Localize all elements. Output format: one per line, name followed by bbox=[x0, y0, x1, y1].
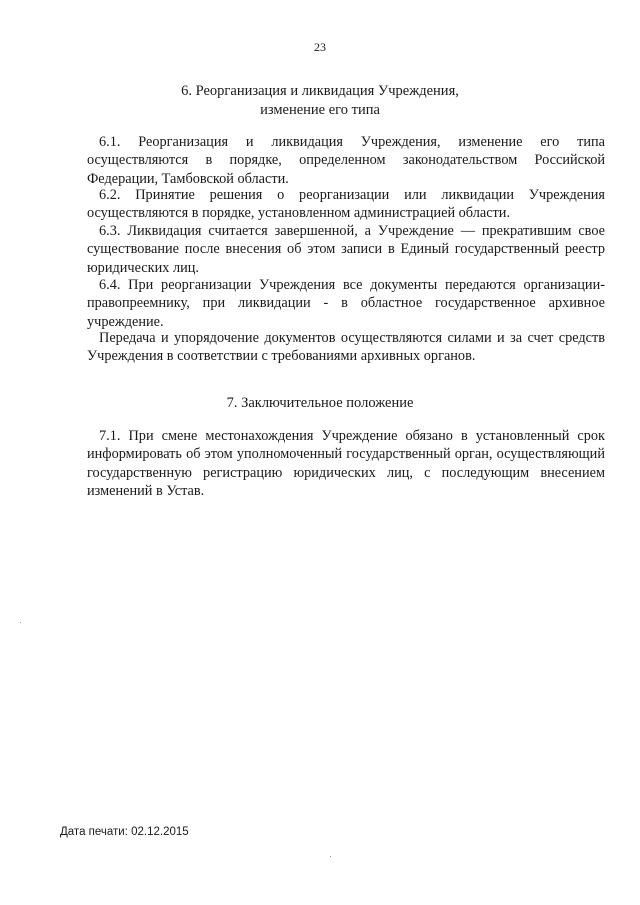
print-date: Дата печати: 02.12.2015 bbox=[60, 826, 189, 838]
paragraph-7-1: 7.1. При смене местонахождения Учреждение обязано в установленный срок информировать об этом уполномоченный государственный орган, осуществляющий государственную регистрацию юридических лиц, с последующим внесением изменений в Устав. bbox=[87, 428, 605, 500]
section-7-title: 7. Заключительное положение bbox=[226, 395, 414, 411]
paragraph-6-3: 6.3. Ликвидация считается завершенной, а Учреждение — прекратившим свое существование после внесения об этом записи в Единый государственный реестр юридических лиц. bbox=[87, 223, 605, 276]
paragraph-6-1: 6.1. Реорганизация и ликвидация Учреждения, изменение его типа осуществляются в порядке, определенном законодательством Российской Федерации, Тамбовской области. bbox=[87, 134, 605, 187]
page-number: 23 bbox=[314, 40, 326, 54]
scan-speck bbox=[330, 856, 331, 857]
scan-speck bbox=[20, 622, 21, 623]
paragraph-6-2: 6.2. Принятие решения о реорганизации или ликвидации Учреждения осуществляются в порядке, установленном администрацией области. bbox=[87, 187, 605, 222]
paragraph-6-4: 6.4. При реорганизации Учреждения все документы передаются организации-правопреемнику, при ликвидации - в областное государственное архивное учреждение. bbox=[87, 277, 605, 330]
paragraph-6-archive-transfer: Передача и упорядочение документов осуществляются силами и за счет средств Учреждения в соответствии с требованиями архивных органов. bbox=[87, 330, 605, 365]
section-6-title-line-1: 6. Реорганизация и ликвидация Учреждения, bbox=[181, 83, 459, 99]
section-6-title bbox=[0, 82, 640, 120]
section-6-title-line-2: изменение его типа bbox=[260, 102, 380, 118]
